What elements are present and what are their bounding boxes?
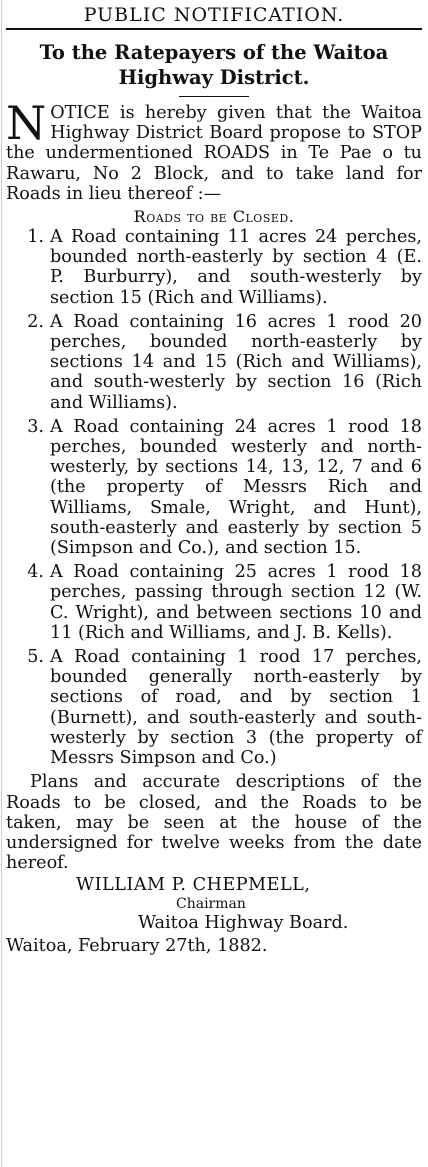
item-text: A Road containing 25 acres 1 rood 18 perches, passing through section 12 (W. C. Wright), and between sections 10 and 11 (Rich and Williams, and J. B. Kells). — [50, 562, 422, 643]
signature-organisation: Waitoa Highway Board. — [138, 913, 349, 934]
drop-cap: N — [6, 96, 47, 150]
item-text: A Road containing 11 acres 24 perches, bounded north-easterly by section 4 (E. P. Burburry), and south-westerly by section 15 (Rich and Williams). — [50, 227, 422, 308]
item-number: 4. — [27, 562, 44, 583]
item-number: 1. — [27, 227, 44, 248]
item-text: A Road containing 1 rood 17 perches, bounded generally north-easterly by sections of road, and by section 1 (Burnett), and south-easterly and south-westerly by section 3 (the property of Messrs Simpson and Co.) — [50, 647, 422, 769]
notice-title — [6, 40, 422, 90]
list-item — [6, 647, 422, 768]
list-item — [6, 562, 422, 643]
plans-paragraph: Plans and accurate descriptions of the Roads to be closed, and the Roads to be taken, may be seen at the house of the undersigned for twelve weeks from the date hereof. — [6, 772, 422, 874]
list-item — [6, 417, 422, 558]
heading-rule — [6, 28, 422, 30]
dateline: Waitoa, February 27th, 1882. — [6, 936, 268, 957]
subheading: Roads to be Closed. — [133, 207, 295, 227]
intro-paragraph — [6, 96, 422, 204]
roads-list — [6, 227, 422, 768]
column-edge-rule — [1, 0, 2, 1167]
item-number: 2. — [27, 311, 44, 332]
item-number: 3. — [27, 416, 44, 437]
notice-heading: PUBLIC NOTIFICATION. — [83, 4, 345, 26]
title-line-1: To the Ratepayers of the Waitoa — [39, 41, 389, 64]
signature-title: Chairman — [176, 896, 246, 913]
title-rule — [179, 96, 249, 97]
list-item — [6, 227, 422, 308]
title-line-2: Highway District. — [118, 66, 310, 89]
list-item — [6, 312, 422, 413]
item-number: 5. — [27, 647, 44, 668]
signature-name: WILLIAM P. CHEPMELL, — [76, 875, 311, 896]
intro-text: OTICE is hereby given that the Waitoa Highway District Board propose to STOP the undermentioned ROADS in Te Pae o tu Rawaru, No 2 Block, and to take land for Roads in lieu thereof :— — [6, 103, 422, 204]
item-text: A Road containing 24 acres 1 rood 18 perches, bounded westerly and north-westerly, by sections 14, 13, 12, 7 and 6 (the property of Messrs Rich and Williams, Smale, Wright, and Hunt), south-easterly and easterly by section 5 (Simpson and Co.), and section 15. — [50, 416, 422, 559]
item-text: A Road containing 16 acres 1 rood 20 perches, bounded north-easterly by sections 14 and 15 (Rich and Williams), and south-westerly by section 16 (Rich and Williams). — [50, 311, 422, 413]
